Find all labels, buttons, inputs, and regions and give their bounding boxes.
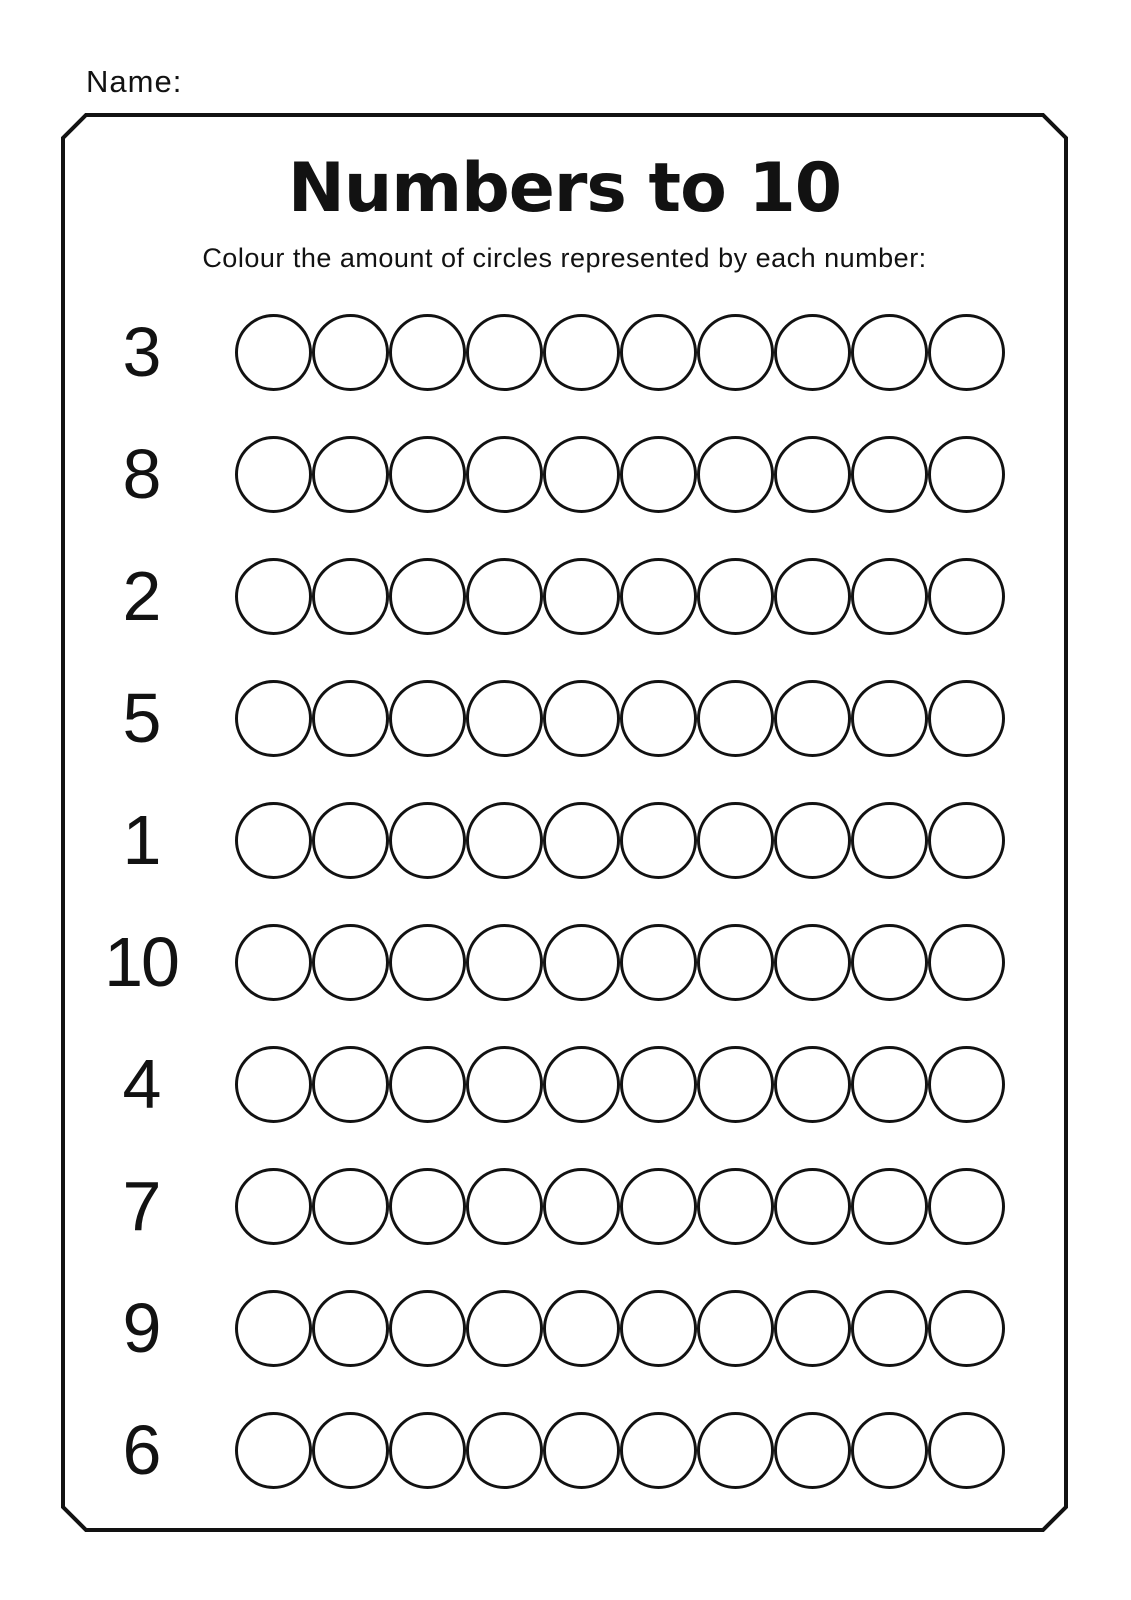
colour-circle[interactable]: [466, 1168, 543, 1245]
colour-circle[interactable]: [543, 1168, 620, 1245]
colour-circle[interactable]: [312, 1168, 389, 1245]
colour-circle[interactable]: [312, 436, 389, 513]
colour-circle[interactable]: [620, 314, 697, 391]
colour-circle[interactable]: [928, 1168, 1005, 1245]
colour-circle[interactable]: [466, 558, 543, 635]
circles-group: [235, 314, 1005, 391]
colour-circle[interactable]: [543, 1412, 620, 1489]
colour-circle[interactable]: [312, 314, 389, 391]
worksheet-row: [61, 901, 1068, 1023]
colour-circle[interactable]: [928, 314, 1005, 391]
colour-circle[interactable]: [697, 1412, 774, 1489]
colour-circle[interactable]: [389, 1290, 466, 1367]
colour-circle[interactable]: [774, 924, 851, 1001]
colour-circle[interactable]: [235, 1290, 312, 1367]
colour-circle[interactable]: [620, 1046, 697, 1123]
colour-circle[interactable]: [620, 436, 697, 513]
colour-circle[interactable]: [928, 680, 1005, 757]
colour-circle[interactable]: [466, 924, 543, 1001]
colour-circle[interactable]: [620, 680, 697, 757]
colour-circle[interactable]: [928, 558, 1005, 635]
circles-group: [235, 802, 1005, 879]
colour-circle[interactable]: [928, 436, 1005, 513]
colour-circle[interactable]: [543, 680, 620, 757]
colour-circle[interactable]: [851, 1290, 928, 1367]
colour-circle[interactable]: [389, 1046, 466, 1123]
colour-circle[interactable]: [235, 1168, 312, 1245]
colour-circle[interactable]: [466, 1412, 543, 1489]
colour-circle[interactable]: [389, 1168, 466, 1245]
colour-circle[interactable]: [466, 802, 543, 879]
colour-circle[interactable]: [466, 1046, 543, 1123]
colour-circle[interactable]: [774, 314, 851, 391]
worksheet-row: [61, 291, 1068, 413]
colour-circle[interactable]: [235, 924, 312, 1001]
colour-circle[interactable]: [697, 1046, 774, 1123]
colour-circle[interactable]: [851, 1046, 928, 1123]
row-number-label: 9: [122, 1289, 160, 1367]
row-number-label: 10: [104, 923, 178, 1001]
colour-circle[interactable]: [928, 924, 1005, 1001]
colour-circle[interactable]: [851, 314, 928, 391]
colour-circle[interactable]: [851, 802, 928, 879]
colour-circle[interactable]: [235, 1046, 312, 1123]
colour-circle[interactable]: [620, 558, 697, 635]
worksheet-row: [61, 535, 1068, 657]
worksheet-row: [61, 1389, 1068, 1511]
colour-circle[interactable]: [235, 314, 312, 391]
colour-circle[interactable]: [389, 924, 466, 1001]
colour-circle[interactable]: [928, 1046, 1005, 1123]
colour-circle[interactable]: [312, 802, 389, 879]
colour-circle[interactable]: [235, 802, 312, 879]
colour-circle[interactable]: [466, 1290, 543, 1367]
colour-circle[interactable]: [389, 314, 466, 391]
colour-circle[interactable]: [851, 1168, 928, 1245]
colour-circle[interactable]: [697, 1290, 774, 1367]
colour-circle[interactable]: [697, 802, 774, 879]
circles-group: [235, 1168, 1005, 1245]
worksheet-row: [61, 657, 1068, 779]
colour-circle[interactable]: [235, 558, 312, 635]
colour-circle[interactable]: [851, 924, 928, 1001]
circles-group: [235, 924, 1005, 1001]
colour-circle[interactable]: [620, 1168, 697, 1245]
colour-circle[interactable]: [620, 1290, 697, 1367]
colour-circle[interactable]: [851, 436, 928, 513]
colour-circle[interactable]: [543, 802, 620, 879]
colour-circle[interactable]: [774, 1168, 851, 1245]
colour-circle[interactable]: [312, 1412, 389, 1489]
page-title: Numbers to 10: [287, 149, 842, 228]
colour-circle[interactable]: [543, 924, 620, 1001]
colour-circle[interactable]: [620, 924, 697, 1001]
row-number-label: 7: [122, 1167, 160, 1245]
colour-circle[interactable]: [543, 436, 620, 513]
row-number-label: 1: [122, 801, 160, 879]
circles-group: [235, 680, 1005, 757]
colour-circle[interactable]: [543, 1290, 620, 1367]
colour-circle[interactable]: [389, 436, 466, 513]
row-number-label: 5: [122, 679, 160, 757]
colour-circle[interactable]: [466, 436, 543, 513]
colour-circle[interactable]: [543, 314, 620, 391]
name-label: Name:: [86, 64, 183, 99]
rows-container: [61, 291, 1068, 1511]
row-number-label: 4: [122, 1045, 160, 1123]
colour-circle[interactable]: [851, 558, 928, 635]
colour-circle[interactable]: [312, 680, 389, 757]
colour-circle[interactable]: [697, 680, 774, 757]
colour-circle[interactable]: [774, 680, 851, 757]
worksheet-row: [61, 413, 1068, 535]
worksheet-row: [61, 1145, 1068, 1267]
row-number-label: 6: [122, 1411, 160, 1489]
colour-circle[interactable]: [928, 1412, 1005, 1489]
colour-circle[interactable]: [312, 558, 389, 635]
colour-circle[interactable]: [543, 1046, 620, 1123]
circles-group: [235, 1290, 1005, 1367]
colour-circle[interactable]: [466, 314, 543, 391]
colour-circle[interactable]: [774, 1290, 851, 1367]
colour-circle[interactable]: [389, 1412, 466, 1489]
colour-circle[interactable]: [312, 1046, 389, 1123]
colour-circle[interactable]: [312, 1290, 389, 1367]
colour-circle[interactable]: [312, 924, 389, 1001]
colour-circle[interactable]: [697, 436, 774, 513]
circles-group: [235, 558, 1005, 635]
colour-circle[interactable]: [389, 802, 466, 879]
instruction-text: Colour the amount of circles represented by each number:: [202, 243, 927, 273]
colour-circle[interactable]: [697, 314, 774, 391]
worksheet-row: [61, 1023, 1068, 1145]
colour-circle[interactable]: [543, 558, 620, 635]
circles-group: [235, 1412, 1005, 1489]
colour-circle[interactable]: [697, 1168, 774, 1245]
worksheet-sheet: [61, 113, 1068, 1532]
colour-circle[interactable]: [774, 558, 851, 635]
colour-circle[interactable]: [774, 436, 851, 513]
colour-circle[interactable]: [389, 558, 466, 635]
colour-circle[interactable]: [697, 558, 774, 635]
colour-circle[interactable]: [928, 802, 1005, 879]
colour-circle[interactable]: [235, 1412, 312, 1489]
colour-circle[interactable]: [774, 1412, 851, 1489]
colour-circle[interactable]: [928, 1290, 1005, 1367]
row-number-label: 3: [122, 313, 160, 391]
colour-circle[interactable]: [620, 1412, 697, 1489]
colour-circle[interactable]: [466, 680, 543, 757]
colour-circle[interactable]: [774, 1046, 851, 1123]
colour-circle[interactable]: [851, 680, 928, 757]
colour-circle[interactable]: [697, 924, 774, 1001]
worksheet-row: [61, 1267, 1068, 1389]
colour-circle[interactable]: [235, 436, 312, 513]
colour-circle[interactable]: [389, 680, 466, 757]
colour-circle[interactable]: [235, 680, 312, 757]
colour-circle[interactable]: [620, 802, 697, 879]
row-number-label: 2: [122, 557, 160, 635]
circles-group: [235, 436, 1005, 513]
row-number-label: 8: [122, 435, 160, 513]
colour-circle[interactable]: [774, 802, 851, 879]
worksheet-row: [61, 779, 1068, 901]
circles-group: [235, 1046, 1005, 1123]
colour-circle[interactable]: [851, 1412, 928, 1489]
